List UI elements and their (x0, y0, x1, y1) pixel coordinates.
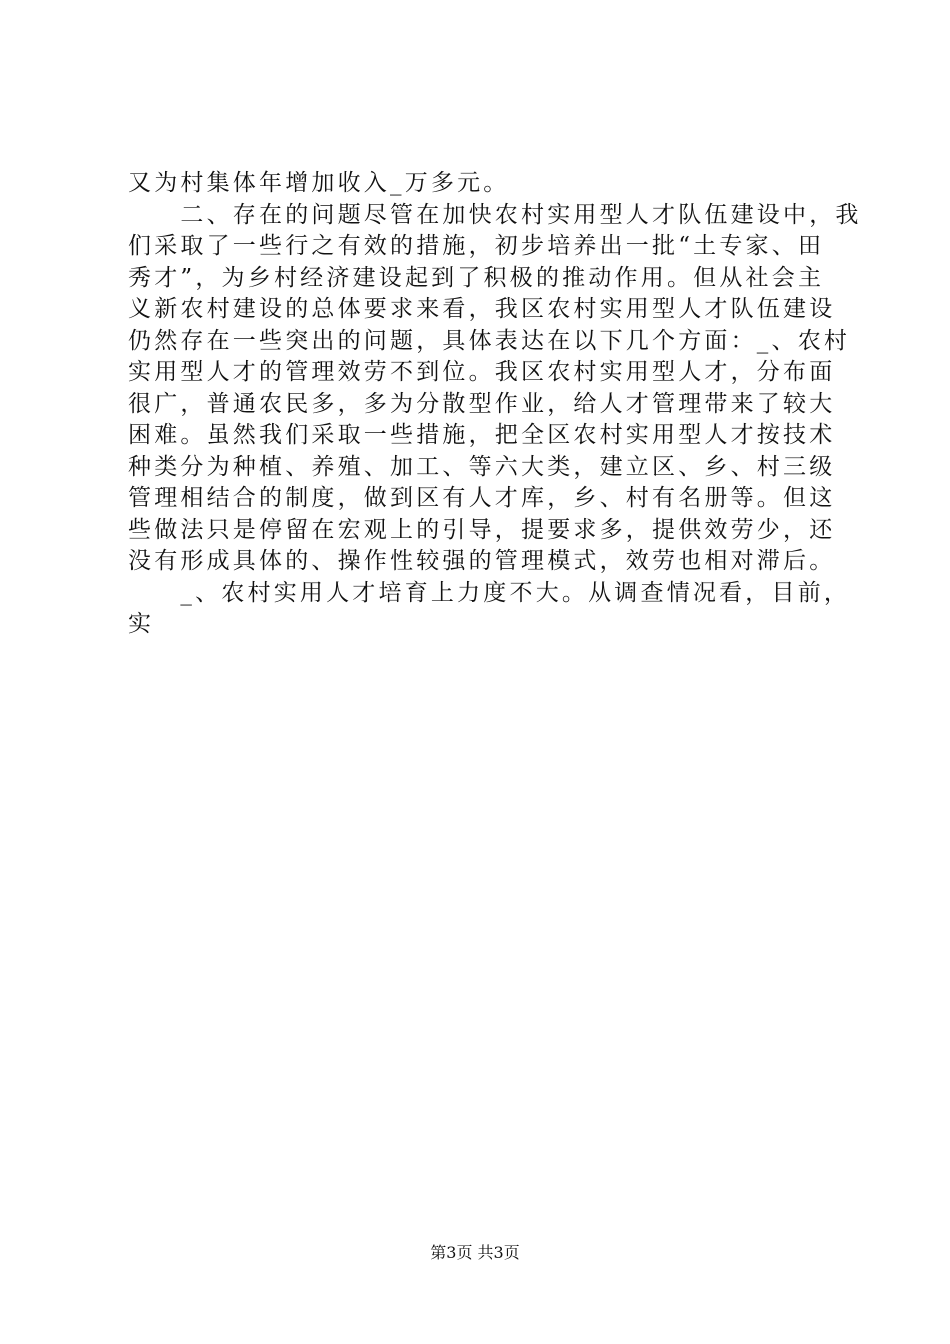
text-line-14: _、农村实用人才培育上力度不大。从调查情况看，目前， (128, 579, 851, 606)
text-line-12: 些做法只是停留在宏观上的引导，提要求多，提供效劳少，还 (128, 516, 836, 543)
text-line-4: 秀才”，为乡村经济建设起到了积极的推动作用。但从社会主 (128, 264, 825, 291)
text-line-13: 没有形成具体的、操作性较强的管理模式，效劳也相对滞后。 (128, 548, 836, 574)
text-line-10: 种类分为种植、养殖、加工、等六大类，建立区、乡、村三级 (128, 453, 836, 480)
text-line-5: 义新农村建设的总体要求来看，我区农村实用型人才队伍建设 (128, 296, 836, 322)
text-line-2: 二、存在的问题尽管在加快农村实用型人才队伍建设中，我 (128, 201, 862, 228)
text-line-1: 又为村集体年增加收入_万多元。 (128, 170, 510, 196)
text-line-11: 管理相结合的制度，做到区有人才库，乡、村有名册等。但这 (128, 485, 836, 511)
text-line-9: 困难。虽然我们采取一些措施，把全区农村实用型人才按技术 (128, 422, 836, 448)
document-body (128, 168, 862, 641)
text-line-7: 实用型人才的管理效劳不到位。我区农村实用型人才，分布面 (128, 359, 836, 385)
text-line-15: 实 (128, 611, 155, 637)
page-number-footer: 第3页 共3页 (430, 1243, 520, 1262)
text-line-6: 仍然存在一些突出的问题，具体表达在以下几个方面：_、农村 (128, 327, 851, 354)
text-line-3: 们采取了一些行之有效的措施，初步培养出一批“土专家、田 (128, 233, 825, 259)
text-line-8: 很广，普通农民多，多为分散型作业，给人才管理带来了较大 (128, 390, 836, 417)
